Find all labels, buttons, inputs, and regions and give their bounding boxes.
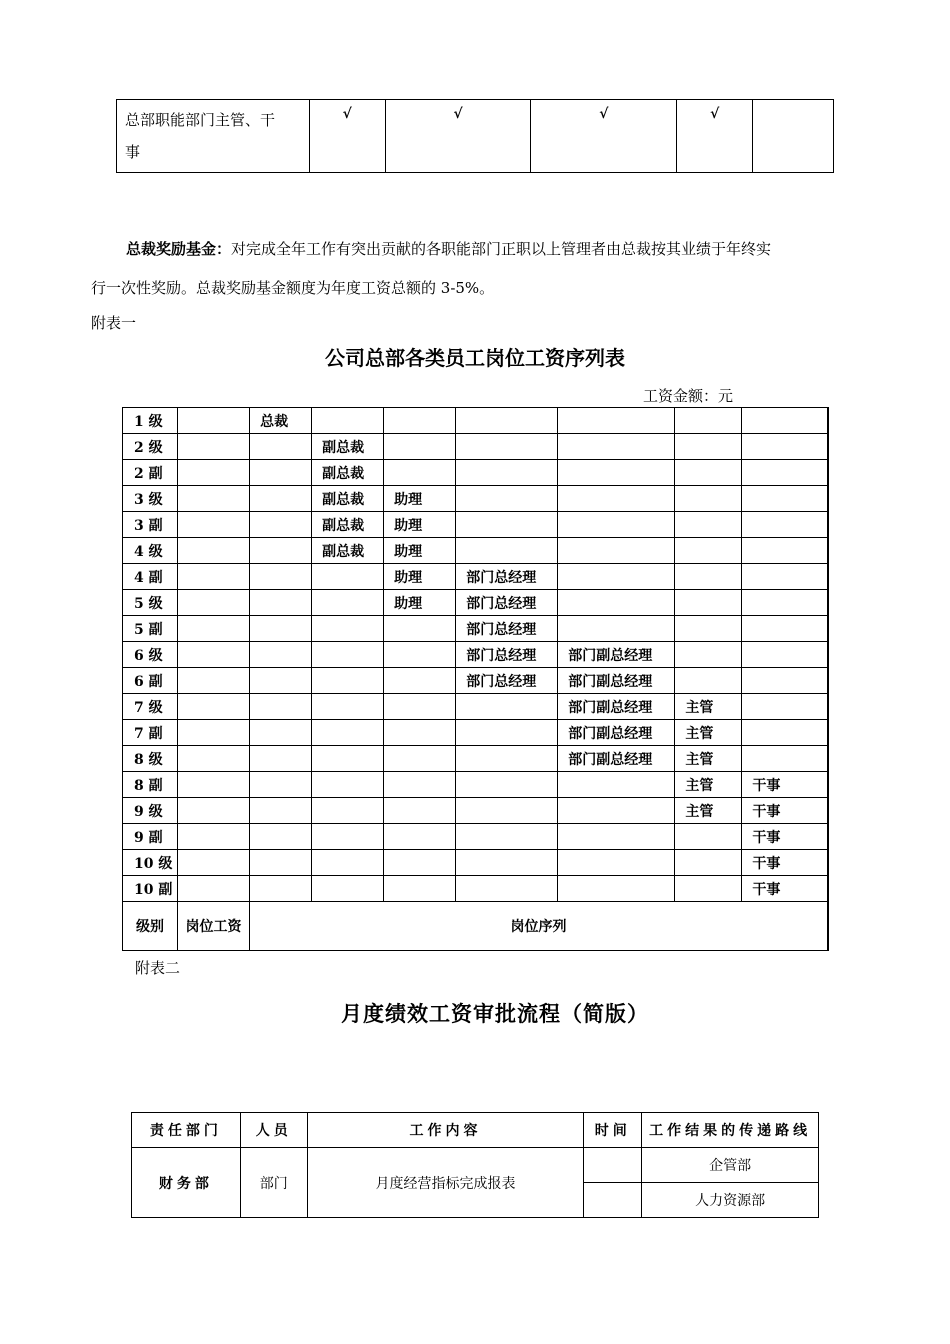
position-cell: [742, 746, 828, 772]
position-cell: [178, 772, 250, 798]
position-cell: 副总裁: [312, 460, 384, 486]
table-row: [123, 434, 829, 460]
table-row: [123, 460, 829, 486]
table-footer-row: [123, 902, 829, 951]
position-cell: [742, 486, 828, 512]
position-cell: 主管: [675, 746, 742, 772]
header-dept: 责任部门: [132, 1113, 241, 1148]
position-cell: [312, 668, 384, 694]
position-cell: [675, 850, 742, 876]
table-row: [123, 694, 829, 720]
position-cell: 主管: [675, 798, 742, 824]
check-mark: √: [385, 100, 531, 173]
empty-cell: [753, 100, 834, 173]
cell-person: 部门: [240, 1148, 307, 1218]
row-label-line1: 总部职能部门主管、干: [125, 111, 276, 129]
position-cell: [250, 616, 312, 642]
position-cell: [456, 772, 558, 798]
check-mark: √: [309, 100, 385, 173]
check-mark: √: [677, 100, 753, 173]
position-cell: [742, 538, 828, 564]
position-cell: [456, 720, 558, 746]
position-cell: [178, 668, 250, 694]
position-cell: [675, 642, 742, 668]
position-cell: [250, 564, 312, 590]
appendix-2-label: 附表二: [135, 959, 181, 977]
position-cell: [456, 408, 558, 434]
position-cell: [456, 850, 558, 876]
position-cell: [675, 486, 742, 512]
level-cell: 5 副: [123, 616, 178, 642]
position-cell: 干事: [742, 772, 828, 798]
position-cell: [456, 512, 558, 538]
position-cell: 助理: [384, 512, 456, 538]
bonus-label: 总裁奖励基金：: [126, 240, 232, 258]
position-cell: [675, 434, 742, 460]
position-cell: [384, 876, 456, 902]
table-row: [123, 642, 829, 668]
row-label-line2: 事: [125, 143, 141, 161]
position-cell: [250, 460, 312, 486]
top-eligibility-table: [116, 99, 834, 173]
position-cell: [558, 772, 675, 798]
table-row: [123, 590, 829, 616]
position-cell: [456, 694, 558, 720]
table-row: [123, 850, 829, 876]
table-row: [123, 538, 829, 564]
position-cell: [312, 642, 384, 668]
position-cell: [558, 876, 675, 902]
position-cell: [250, 798, 312, 824]
table-row: [123, 408, 829, 434]
position-cell: [456, 460, 558, 486]
position-cell: [558, 590, 675, 616]
position-cell: [312, 746, 384, 772]
level-cell: 8 副: [123, 772, 178, 798]
table1-title: 公司总部各类员工岗位工资序列表: [325, 346, 625, 370]
position-cell: [675, 616, 742, 642]
cell-content: 月度经营指标完成报表: [307, 1148, 584, 1218]
position-cell: [558, 512, 675, 538]
position-cell: [178, 590, 250, 616]
level-cell: 7 级: [123, 694, 178, 720]
footer-level: 级别: [123, 902, 178, 951]
level-cell: 6 副: [123, 668, 178, 694]
position-cell: [456, 746, 558, 772]
position-cell: [384, 720, 456, 746]
position-cell: [384, 616, 456, 642]
position-cell: [384, 772, 456, 798]
bonus-text-line2: 行一次性奖励。总裁奖励基金额度为年度工资总额的 3-5%。: [91, 279, 495, 297]
position-cell: [675, 668, 742, 694]
position-cell: 副总裁: [312, 486, 384, 512]
position-cell: 干事: [742, 850, 828, 876]
position-cell: [742, 564, 828, 590]
position-cell: [558, 616, 675, 642]
approval-flow-table: [131, 1112, 819, 1218]
position-cell: [312, 564, 384, 590]
position-cell: [384, 798, 456, 824]
position-cell: [456, 824, 558, 850]
position-cell: [250, 746, 312, 772]
footer-sequence: 岗位序列: [250, 902, 828, 951]
table1-unit: 工资金额：元: [643, 387, 734, 405]
position-cell: [384, 408, 456, 434]
position-cell: [675, 876, 742, 902]
level-cell: 8 级: [123, 746, 178, 772]
position-cell: [312, 408, 384, 434]
position-cell: [250, 876, 312, 902]
level-cell: 3 级: [123, 486, 178, 512]
position-cell: [178, 824, 250, 850]
position-cell: [178, 408, 250, 434]
position-cell: 部门副总经理: [558, 746, 675, 772]
position-cell: 总裁: [250, 408, 312, 434]
position-cell: [250, 668, 312, 694]
position-cell: 干事: [742, 798, 828, 824]
position-cell: [675, 408, 742, 434]
position-cell: [456, 538, 558, 564]
position-cell: [558, 434, 675, 460]
position-cell: [558, 798, 675, 824]
position-cell: [312, 824, 384, 850]
position-cell: 部门副总经理: [558, 694, 675, 720]
level-cell: 9 级: [123, 798, 178, 824]
level-cell: 7 副: [123, 720, 178, 746]
position-cell: [384, 824, 456, 850]
position-cell: [675, 590, 742, 616]
table-row: [132, 1148, 819, 1183]
position-cell: [250, 512, 312, 538]
check-mark: √: [531, 100, 677, 173]
position-cell: 干事: [742, 876, 828, 902]
position-cell: [250, 538, 312, 564]
position-cell: 部门副总经理: [558, 668, 675, 694]
position-cell: [558, 538, 675, 564]
level-cell: 9 副: [123, 824, 178, 850]
appendix-1-label: 附表一: [91, 314, 137, 332]
position-cell: [384, 746, 456, 772]
header-time: 时间: [584, 1113, 642, 1148]
position-cell: [456, 798, 558, 824]
cell-time-2: [584, 1183, 642, 1218]
position-cell: 部门副总经理: [558, 642, 675, 668]
footer-wage: 岗位工资: [178, 902, 250, 951]
level-cell: 3 副: [123, 512, 178, 538]
position-cell: [312, 798, 384, 824]
level-cell: 10 级: [123, 850, 178, 876]
table-header-row: [132, 1113, 819, 1148]
table-row: [123, 720, 829, 746]
header-content: 工作内容: [307, 1113, 584, 1148]
position-cell: [250, 486, 312, 512]
table-row: [117, 100, 834, 173]
position-cell: 主管: [675, 772, 742, 798]
position-cell: [178, 876, 250, 902]
position-cell: [384, 434, 456, 460]
position-cell: 部门总经理: [456, 564, 558, 590]
position-cell: [456, 876, 558, 902]
position-cell: [675, 824, 742, 850]
position-cell: [742, 512, 828, 538]
position-cell: [250, 642, 312, 668]
position-cell: [250, 590, 312, 616]
position-cell: 部门总经理: [456, 616, 558, 642]
position-cell: [742, 590, 828, 616]
level-cell: 1 级: [123, 408, 178, 434]
position-cell: [178, 434, 250, 460]
position-cell: [312, 720, 384, 746]
position-cell: [675, 460, 742, 486]
position-cell: 助理: [384, 486, 456, 512]
table-row: [123, 876, 829, 902]
position-cell: [558, 408, 675, 434]
position-cell: 助理: [384, 590, 456, 616]
position-cell: [178, 746, 250, 772]
table-row: [123, 512, 829, 538]
position-cell: [384, 668, 456, 694]
level-cell: 2 副: [123, 460, 178, 486]
position-cell: [742, 720, 828, 746]
position-cell: 主管: [675, 694, 742, 720]
position-cell: [178, 486, 250, 512]
position-cell: 部门副总经理: [558, 720, 675, 746]
header-person: 人员: [240, 1113, 307, 1148]
position-cell: 部门总经理: [456, 590, 558, 616]
table-row: [123, 824, 829, 850]
position-cell: [384, 694, 456, 720]
level-cell: 4 副: [123, 564, 178, 590]
position-cell: [178, 642, 250, 668]
position-cell: 部门总经理: [456, 668, 558, 694]
level-cell: 6 级: [123, 642, 178, 668]
position-cell: [312, 590, 384, 616]
position-cell: [312, 876, 384, 902]
position-cell: [742, 642, 828, 668]
position-cell: [742, 616, 828, 642]
level-cell: 5 级: [123, 590, 178, 616]
position-cell: 干事: [742, 824, 828, 850]
table-row: [123, 772, 829, 798]
position-cell: [312, 850, 384, 876]
position-cell: [384, 642, 456, 668]
position-cell: [178, 694, 250, 720]
position-cell: 副总裁: [312, 538, 384, 564]
position-cell: [178, 564, 250, 590]
position-cell: [250, 720, 312, 746]
position-cell: [384, 850, 456, 876]
position-cell: [558, 460, 675, 486]
table-row: [123, 616, 829, 642]
position-cell: 副总裁: [312, 512, 384, 538]
position-cell: [250, 434, 312, 460]
table2-title: 月度绩效工资审批流程（简版）: [341, 1001, 649, 1026]
position-cell: [558, 564, 675, 590]
position-cell: 副总裁: [312, 434, 384, 460]
position-cell: [178, 720, 250, 746]
row-label: [117, 100, 310, 173]
position-cell: [675, 564, 742, 590]
table-row: [123, 564, 829, 590]
position-cell: [558, 486, 675, 512]
position-cell: 主管: [675, 720, 742, 746]
position-cell: [312, 772, 384, 798]
header-route: 工作结果的传递路线: [642, 1113, 819, 1148]
position-cell: [456, 434, 558, 460]
position-cell: [456, 486, 558, 512]
salary-sequence-table: [122, 407, 829, 951]
position-cell: [742, 668, 828, 694]
bonus-text-line1: 对完成全年工作有突出贡献的各职能部门正职以上管理者由总裁按其业绩于年终实: [231, 240, 772, 258]
position-cell: 助理: [384, 538, 456, 564]
table-row: [123, 746, 829, 772]
position-cell: [250, 824, 312, 850]
level-cell: 10 副: [123, 876, 178, 902]
cell-dept: 财务部: [132, 1148, 241, 1218]
position-cell: [250, 850, 312, 876]
position-cell: [742, 460, 828, 486]
position-cell: [675, 538, 742, 564]
cell-time: [584, 1148, 642, 1183]
level-cell: 2 级: [123, 434, 178, 460]
position-cell: [250, 694, 312, 720]
table-row: [123, 668, 829, 694]
position-cell: [742, 694, 828, 720]
position-cell: [178, 616, 250, 642]
position-cell: [312, 616, 384, 642]
bonus-paragraph-line1: [126, 237, 771, 261]
position-cell: [178, 538, 250, 564]
table-row: [123, 798, 829, 824]
cell-route: 企管部: [642, 1148, 819, 1183]
position-cell: [558, 850, 675, 876]
position-cell: [558, 824, 675, 850]
table-row: [123, 486, 829, 512]
position-cell: [384, 460, 456, 486]
position-cell: [250, 772, 312, 798]
position-cell: [178, 798, 250, 824]
position-cell: [178, 850, 250, 876]
cell-route: 人力资源部: [642, 1183, 819, 1218]
position-cell: 部门总经理: [456, 642, 558, 668]
position-cell: [312, 694, 384, 720]
position-cell: [742, 434, 828, 460]
position-cell: 助理: [384, 564, 456, 590]
position-cell: [178, 460, 250, 486]
position-cell: [675, 512, 742, 538]
position-cell: [742, 408, 828, 434]
level-cell: 4 级: [123, 538, 178, 564]
position-cell: [178, 512, 250, 538]
